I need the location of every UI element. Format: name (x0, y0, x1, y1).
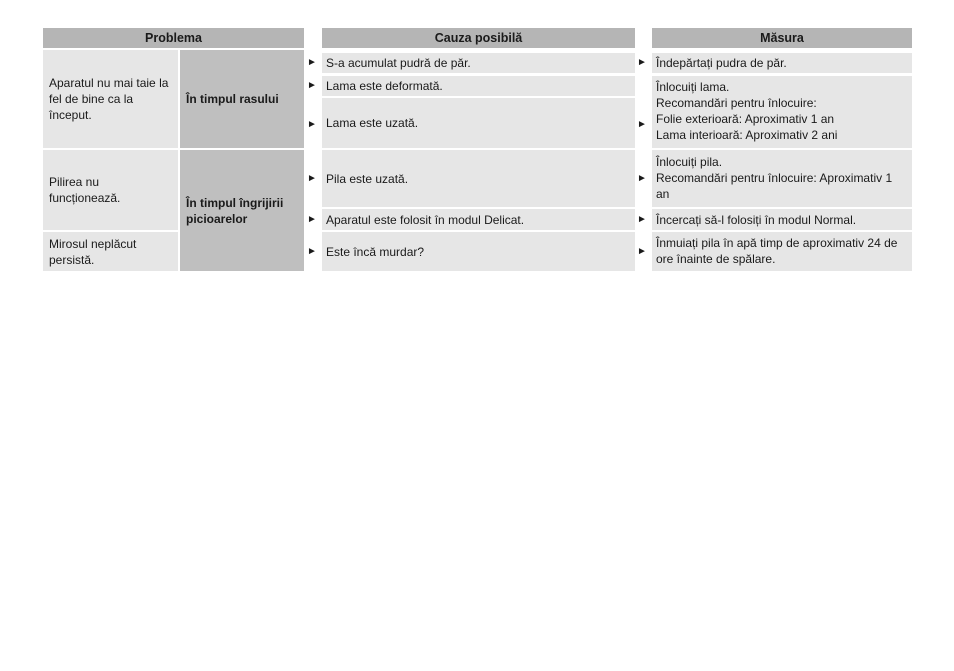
arrow-icon: ► (307, 119, 317, 130)
measure-cell-2 (652, 76, 912, 148)
measure-line: Recomandări pentru înlocuire: Aproximativ 1 an (656, 171, 893, 201)
cause-text-3: Lama este uzată. (326, 116, 419, 130)
arrow-icon: ► (307, 57, 317, 68)
measure-line: Înlocuiți lama. (656, 80, 730, 94)
subcategory-foot-care-label: În timpul îngrijirii picioarelor (186, 195, 284, 226)
measure-text-4: Încercați să-l folosiți în modul Normal. (656, 212, 857, 227)
header-measure: Măsura (652, 28, 912, 48)
header-problem: Problema (43, 28, 304, 48)
cause-text-2: Lama este deformată. (326, 79, 443, 93)
problem-text-2: Pilirea nu funcționează. (49, 175, 121, 205)
measure-line: Înlocuiți pila. (656, 155, 723, 169)
cause-text-6: Este încă murdar? (326, 244, 425, 259)
arrow-icon: ► (637, 214, 647, 225)
measure-line: Recomandări pentru înlocuire: (656, 96, 817, 110)
measure-cell-5 (652, 232, 912, 271)
arrow-icon: ► (637, 246, 647, 257)
arrow-icon: ► (307, 246, 317, 257)
cause-text-5: Aparatul este folosit în modul Delicat. (326, 212, 525, 227)
arrow-icon: ► (637, 57, 647, 68)
measure-text-5: Înmuiați pila în apă timp de aproximativ 24 de ore înainte de spălare. (656, 236, 898, 266)
subcategory-shaving-label: În timpul rasului (186, 92, 279, 106)
arrow-icon: ► (307, 173, 317, 184)
cause-text-1: S-a acumulat pudră de păr. (326, 56, 471, 70)
arrow-icon: ► (307, 80, 317, 91)
measure-line: Folie exterioară: Aproximativ 1 an (656, 112, 835, 126)
arrow-icon: ► (307, 214, 317, 225)
measure-line: Lama interioară: Aproximativ 2 ani (656, 128, 838, 142)
measure-cell-4 (652, 209, 912, 230)
cause-cell-6 (322, 232, 635, 271)
cause-cell-4 (322, 150, 635, 207)
problem-cell-1 (43, 50, 178, 148)
measure-cell-1 (652, 53, 912, 73)
cause-cell-5 (322, 209, 635, 230)
header-cause: Cauza posibilă (322, 28, 635, 48)
cause-text-4: Pila este uzată. (326, 171, 409, 186)
subcategory-shaving (180, 50, 304, 148)
subcategory-foot-care (180, 150, 304, 271)
problem-cell-2 (43, 150, 178, 230)
problem-cell-3 (43, 232, 178, 271)
cause-cell-2 (322, 76, 635, 96)
cause-cell-3 (322, 98, 635, 148)
problem-text-1: Aparatul nu mai taie la fel de bine ca la început. (49, 76, 169, 122)
measure-text-1: Îndepărtați pudra de păr. (656, 56, 787, 70)
measure-cell-3 (652, 150, 912, 207)
arrow-icon: ► (637, 119, 647, 130)
arrow-icon: ► (637, 173, 647, 184)
problem-text-3: Mirosul neplăcut persistă. (49, 236, 137, 267)
cause-cell-1 (322, 53, 635, 73)
